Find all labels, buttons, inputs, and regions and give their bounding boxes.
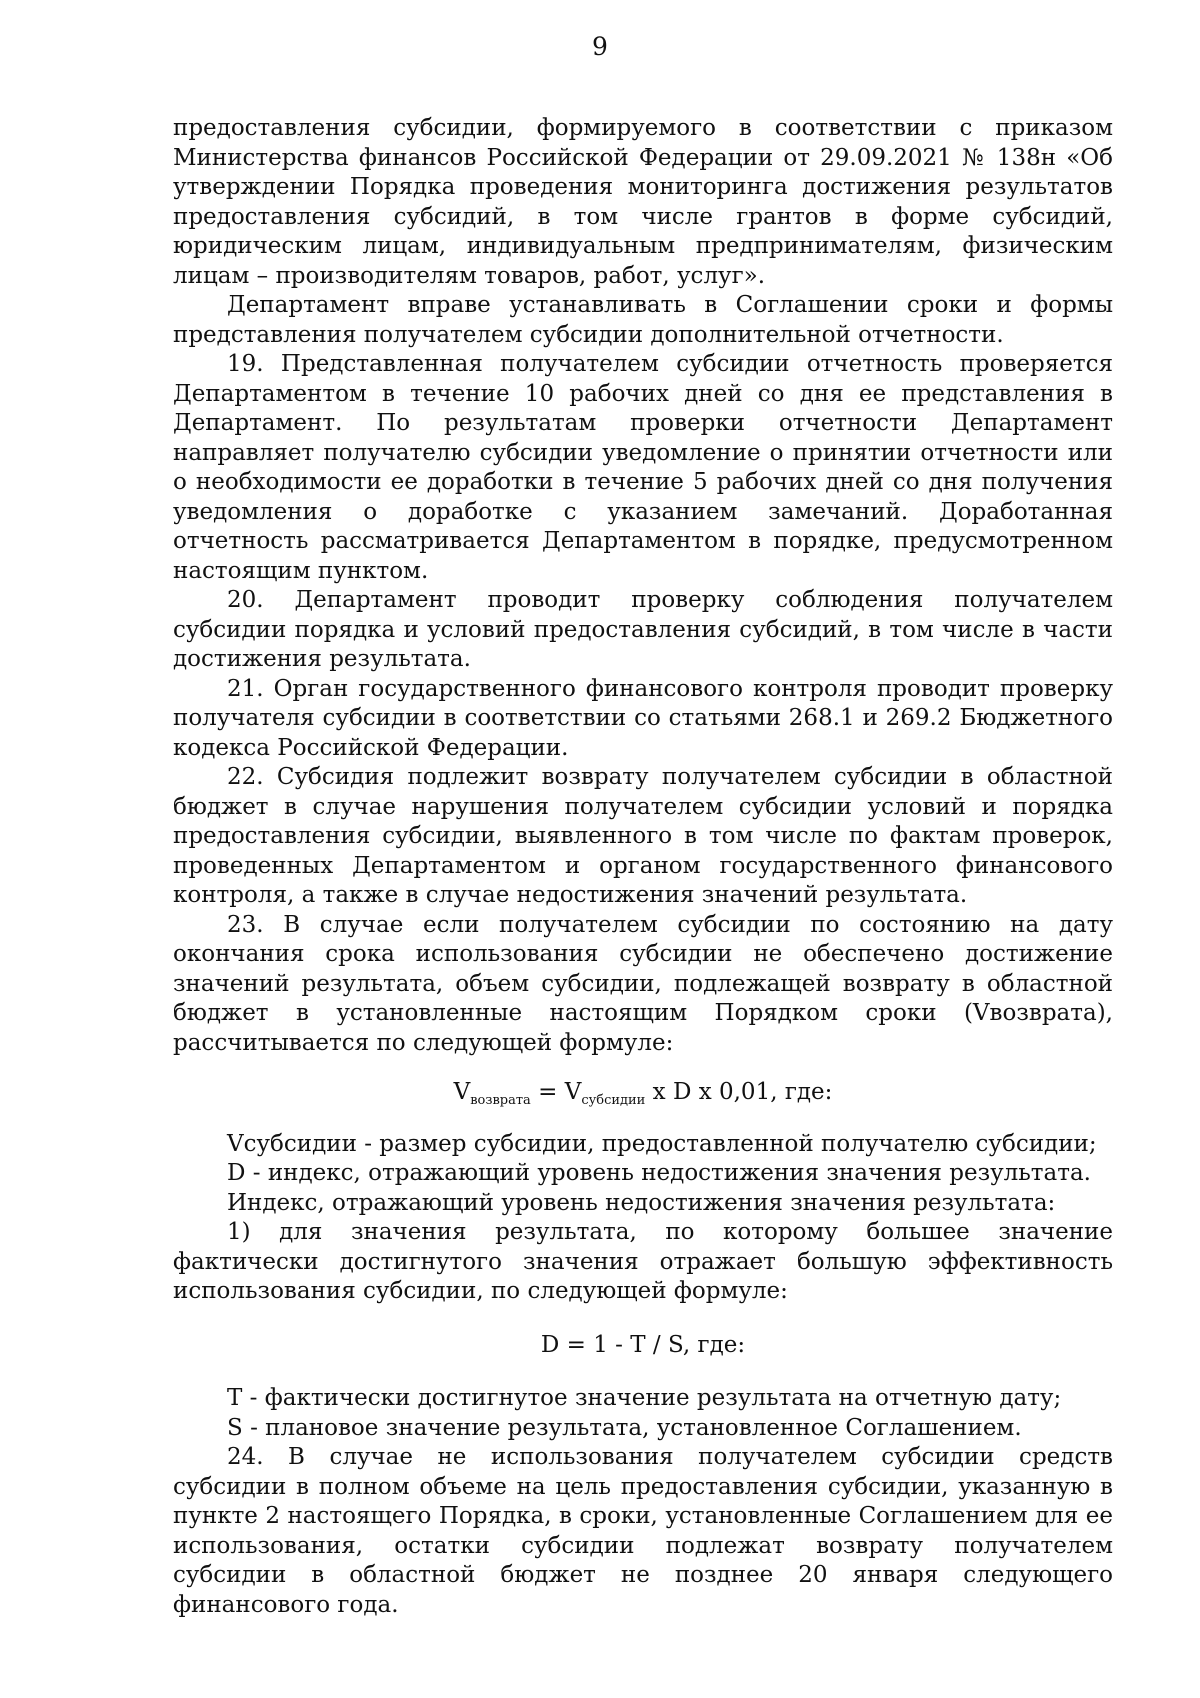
definition-s: S - плановое значение результата, установленное Соглашением. (227, 1414, 1022, 1441)
definition-d: D - индекс, отражающий уровень недостижения значения результата. (227, 1160, 1091, 1186)
definition-vsubsidii: Vсубсидии - размер субсидии, предоставленной получателю субсидии; (227, 1130, 1097, 1157)
formula-lhs-subscript: возврата (470, 1093, 531, 1108)
paragraph-subitem-1: 1) для значения результата, по которому большее значение фактически достигнутого значения отражает большую эффективность использования субсидии, по следующей формуле: (173, 1219, 1113, 1304)
paragraph: Департамент вправе устанавливать в Соглашении сроки и формы представления получателем субсидии дополнительной отчетности. (173, 292, 1113, 348)
formula-rhs-subscript: субсидии (581, 1093, 646, 1108)
formula-rhs-var: V (564, 1079, 582, 1105)
formula-tail: x D x 0,01, где: (645, 1079, 833, 1105)
paragraph-item-23: 23. В случае если получателем субсидии по состоянию на дату окончания срока использования субсидии не обеспечено достижение значений результата, объем субсидии, подлежащей возврату в областной бюджет в установленные настоящим Порядком сроки (Vвозврата), рассчитывается по следующей формуле: (173, 911, 1113, 1056)
definition-t: T - фактически достигнутое значение результата на отчетную дату; (227, 1385, 1062, 1411)
formula-refund (173, 1078, 1113, 1108)
paragraph-item-21: 21. Орган государственного финансового контроля проводит проверку получателя субсидии в соответствии со статьями 268.1 и 269.2 Бюджетного кодекса Российской Федерации. (173, 675, 1113, 761)
paragraph-item-24: 24. В случае не использования получателем субсидии средств субсидии в полном объеме на цель предоставления субсидии, указанную в пункте 2 настоящего Порядка, в сроки, установленные Соглашением для ее использования, остатки субсидии подлежат возврату получателем субсидии в областной бюджет не позднее 20 января следующего финансового года. (173, 1444, 1113, 1618)
formula-index: D = 1 - T / S, где: (540, 1331, 746, 1358)
paragraph: Индекс, отражающий уровень недостижения значения результата: (227, 1189, 1056, 1216)
paragraph-item-20: 20. Департамент проводит проверку соблюдения получателем субсидии порядка и условий предоставления субсидий, в том числе в части достижения результата. (173, 587, 1113, 672)
formula-equals: = (530, 1079, 565, 1105)
page-number: 9 (592, 32, 608, 61)
paragraph-item-22: 22. Субсидия подлежит возврату получателем субсидии в областной бюджет в случае нарушения получателем субсидии условий и порядка предоставления субсидии, выявленного в том числе по фактам проверок, проведенных Департаментом и органом государственного финансового контроля, а также в случае недостижения значений результата. (173, 764, 1113, 908)
formula-lhs-var: V (453, 1079, 471, 1105)
paragraph: предоставления субсидии, формируемого в соответствии с приказом Министерства финансов Российской Федерации от 29.09.2021 № 138н «Об утверждении Порядка проведения мониторинга достижения результатов предоставления субсидий, в том числе грантов в форме субсидий, юридическим лицам, индивидуальным предпринимателям, физическим лицам – производителям товаров, работ, услуг». (173, 115, 1113, 289)
paragraph-item-19: 19. Представленная получателем субсидии отчетность проверяется Департаментом в течение 10 рабочих дней со дня ее представления в Департамент. По результатам проверки отчетности Департамент направляет получателю субсидии уведомление о принятии отчетности или о необходимости ее доработки в течение 5 рабочих дней со дня получения уведомления о доработке с указанием замечаний. Доработанная отчетность рассматривается Департаментом в порядке, предусмотренном настоящим пунктом. (173, 351, 1113, 584)
document-body (173, 114, 1113, 1620)
